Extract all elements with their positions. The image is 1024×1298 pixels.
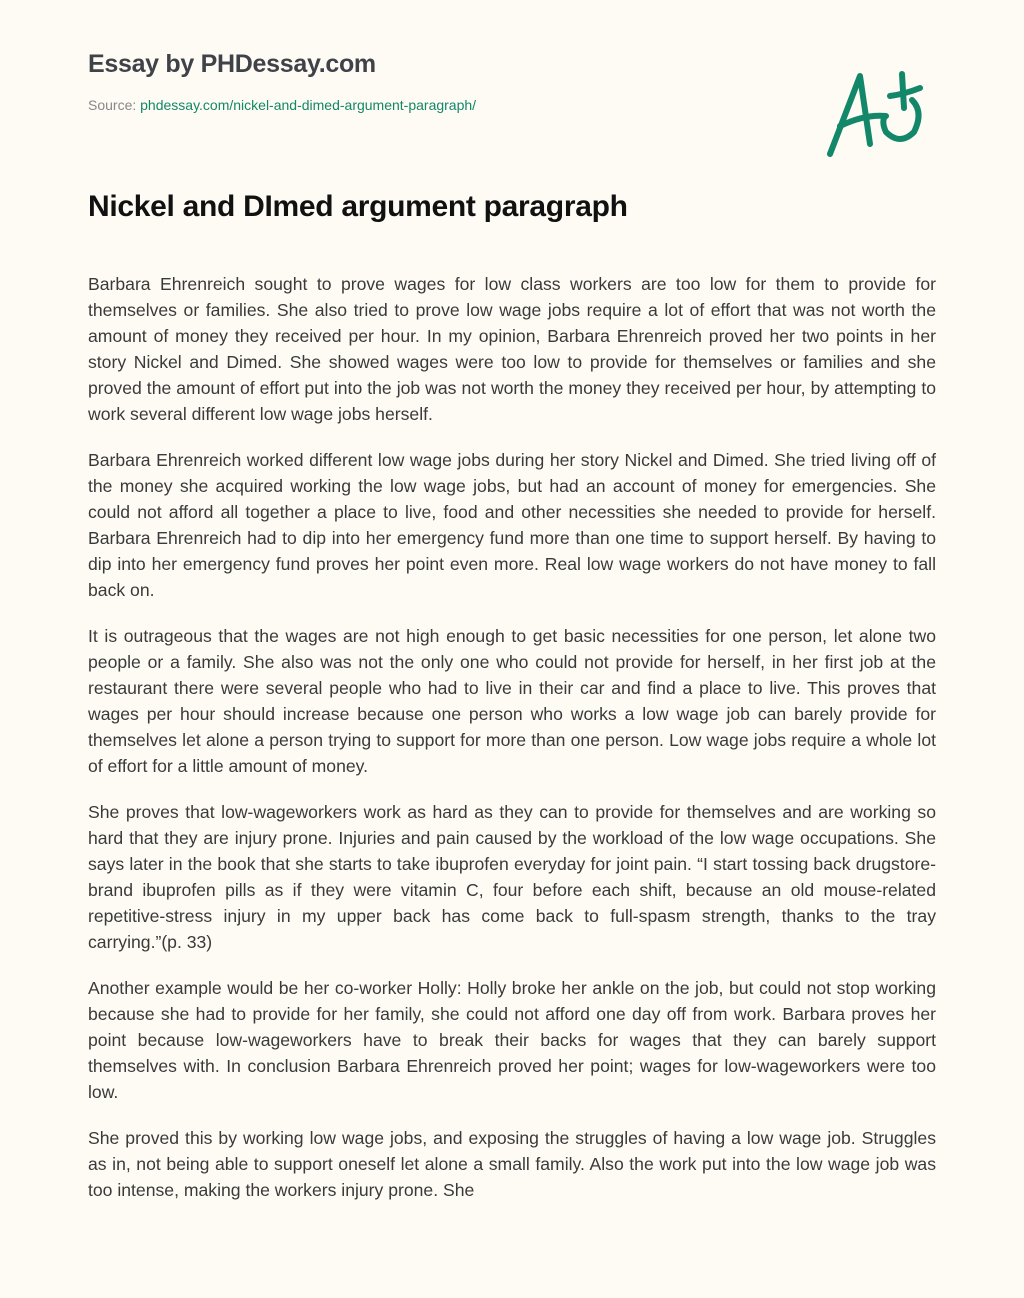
source-line <box>88 97 476 113</box>
page-header <box>88 50 476 113</box>
paragraph: It is outrageous that the wages are not high enough to get basic necessities for one person, let alone two people or a family. She also was not the only one who could not provide for herself, in her first job at the restaurant there were several people who had to live in their car and find a place to live. This proves that wages per hour should increase because one person who works a low wage job can barely provide for themselves let alone a person trying to support for more than one person. Low wage jobs require a whole lot of effort for a little amount of money. <box>88 626 936 776</box>
site-title: Essay by PHDessay.com <box>88 50 376 78</box>
paragraph: She proved this by working low wage jobs, and exposing the struggles of having a low wage job. Struggles as in, not being able to support oneself let alone a small family. Also the work put into the low wage job was too intense, making the workers injury prone. She <box>88 1128 936 1200</box>
paragraph: She proves that low-wageworkers work as hard as they can to provide for themselves and are working so hard that they are injury prone. Injuries and pain caused by the workload of the low wage occupations. She says later in the book that she starts to take ibuprofen everyday for joint pain. “I start tossing back drugstore-brand ibuprofen pills as if they were vitamin C, four before each shift, because an old mouse-related repetitive-stress injury in my upper back has come back to full-spasm strength, thanks to the tray carrying.”(p. 33) <box>88 802 936 952</box>
essay-body <box>88 271 936 1254</box>
a-plus-grade-icon <box>820 62 930 162</box>
paragraph: Another example would be her co-worker Holly: Holly broke her ankle on the job, but could not stop working because she had to provide for her family, she could not afford one day off from work. Barbara proves her point because low-wageworkers have to break their backs for wages that they can barely support themselves with. In conclusion Barbara Ehrenreich proved her point; wages for low-wageworkers were too low. <box>88 978 936 1102</box>
source-label: Source: <box>88 97 137 113</box>
paragraph: Barbara Ehrenreich sought to prove wages for low class workers are too low for them to provide for themselves or families. She also tried to prove low wage jobs require a lot of effort that was not worth the amount of money they received per hour. In my opinion, Barbara Ehrenreich proved her two points in her story Nickel and Dimed. She showed wages were too low to provide for themselves or families and she proved the amount of effort put into the job was not worth the money they received per hour, by attempting to work several different low wage jobs herself. <box>88 274 936 424</box>
paragraph: Barbara Ehrenreich worked different low wage jobs during her story Nickel and Dimed. She tried living off of the money she acquired working the low wage jobs, but had an account of money for emergencies. She could not afford all together a place to live, food and other necessities she needed to provide for herself. Barbara Ehrenreich had to dip into her emergency fund more than one time to support herself. By having to dip into her emergency fund proves her point even more. Real low wage workers do not have money to fall back on. <box>88 450 936 600</box>
source-link[interactable]: phdessay.com/nickel-and-dimed-argument-paragraph/ <box>140 97 477 113</box>
essay-title: Nickel and DImed argument paragraph <box>88 190 628 223</box>
